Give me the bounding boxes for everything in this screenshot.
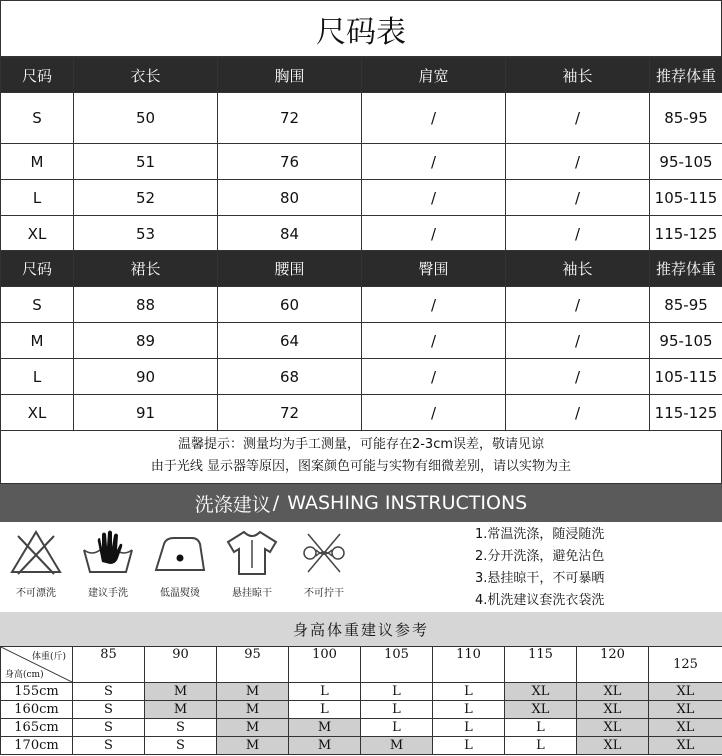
recommend-size-cell: XL bbox=[577, 737, 649, 755]
recommend-size-cell: M bbox=[217, 719, 289, 737]
weight-header-cell: 95 bbox=[217, 647, 289, 683]
height-cell: 165cm bbox=[1, 719, 73, 737]
weight-header-cell: 120 bbox=[577, 647, 649, 683]
size-cell: / bbox=[506, 359, 650, 395]
recommend-size-cell: XL bbox=[577, 683, 649, 701]
wash-icon-label: 不可漂洗 bbox=[16, 588, 56, 599]
table-row bbox=[1, 359, 722, 395]
height-cell: 155cm bbox=[1, 683, 73, 701]
washing-title-en: WASHING INSTRUCTIONS bbox=[287, 492, 528, 514]
washing-icons bbox=[0, 522, 360, 612]
table-row bbox=[1, 683, 722, 701]
size-cell: / bbox=[362, 144, 506, 180]
table-row bbox=[1, 287, 722, 323]
recommend-size-cell: M bbox=[145, 701, 217, 719]
recommend-size-cell: XL bbox=[649, 701, 722, 719]
recommend-size-cell: S bbox=[73, 719, 145, 737]
washing-title-cn: 洗涤建议 bbox=[194, 493, 271, 516]
size-cell: / bbox=[362, 287, 506, 323]
recommend-size-cell: M bbox=[217, 683, 289, 701]
size-cell: 90 bbox=[74, 359, 218, 395]
notes-box bbox=[0, 430, 722, 484]
table-row bbox=[1, 323, 722, 359]
weight-header-cell: 105 bbox=[361, 647, 433, 683]
size-cell: / bbox=[506, 287, 650, 323]
size-header-cell: 衣长 bbox=[74, 58, 218, 93]
wash-icon-label: 建议手洗 bbox=[88, 588, 128, 599]
tip-item: 4.机洗建议套洗衣袋洗 bbox=[475, 593, 605, 608]
recommend-size-cell: L bbox=[361, 683, 433, 701]
size-cell: 95-105 bbox=[650, 144, 722, 180]
size-cell: 88 bbox=[74, 287, 218, 323]
no-bleach-icon bbox=[8, 528, 64, 578]
size-cell: / bbox=[362, 180, 506, 216]
size-header-row bbox=[1, 58, 722, 93]
washing-header bbox=[0, 484, 722, 522]
size-cell: 115-125 bbox=[650, 216, 722, 252]
size-cell: XL bbox=[1, 395, 74, 431]
table-row bbox=[1, 719, 722, 737]
weight-header-cell: 110 bbox=[433, 647, 505, 683]
recommend-size-cell: M bbox=[217, 701, 289, 719]
table-row bbox=[1, 701, 722, 719]
size-header-row bbox=[1, 251, 722, 287]
tip-item: 2.分开洗涤，避免沾色 bbox=[475, 549, 605, 564]
size-header-cell: 裙长 bbox=[74, 251, 218, 287]
size-cell: XL bbox=[1, 216, 74, 252]
washing-tips bbox=[475, 524, 604, 612]
size-cell: 80 bbox=[218, 180, 362, 216]
size-cell: / bbox=[362, 323, 506, 359]
size-cell: M bbox=[1, 144, 74, 180]
size-cell: 76 bbox=[218, 144, 362, 180]
note-line-2: 由于光线 显示器等原因，图案颜色可能与实物有细微差别，请以实物为主 bbox=[150, 459, 572, 474]
size-header-cell: 臀围 bbox=[362, 251, 506, 287]
table-row bbox=[1, 93, 722, 144]
hang-dry-icon bbox=[224, 528, 280, 578]
recommend-header: 身高体重建议参考 bbox=[0, 612, 722, 646]
recommend-size-cell: L bbox=[433, 701, 505, 719]
size-cell: 105-115 bbox=[650, 180, 722, 216]
size-cell: 84 bbox=[218, 216, 362, 252]
hand-wash-icon bbox=[80, 528, 136, 578]
size-cell: / bbox=[362, 93, 506, 144]
size-cell: 85-95 bbox=[650, 93, 722, 144]
size-cell: 105-115 bbox=[650, 359, 722, 395]
table-row bbox=[1, 144, 722, 180]
wash-icon-cell bbox=[288, 522, 360, 612]
recommend-size-cell: L bbox=[433, 737, 505, 755]
recommend-size-cell: XL bbox=[577, 719, 649, 737]
washing-title-slash: / bbox=[272, 492, 280, 514]
size-cell: 50 bbox=[74, 93, 218, 144]
wash-icon-cell bbox=[216, 522, 288, 612]
size-cell: / bbox=[362, 359, 506, 395]
size-header-cell: 袖长 bbox=[506, 251, 650, 287]
size-header-cell: 胸围 bbox=[218, 58, 362, 93]
weight-header-cell: 90 bbox=[145, 647, 217, 683]
tip-item: 3.悬挂晾干，不可暴晒 bbox=[475, 571, 605, 586]
recommend-size-cell: M bbox=[361, 737, 433, 755]
wash-icon-label: 低温熨烫 bbox=[160, 588, 200, 599]
size-cell: M bbox=[1, 323, 74, 359]
size-cell: / bbox=[362, 216, 506, 252]
recommend-size-cell: L bbox=[289, 701, 361, 719]
recommend-corner bbox=[1, 647, 73, 683]
recommend-size-cell: M bbox=[289, 737, 361, 755]
size-cell: L bbox=[1, 359, 74, 395]
wash-icon-cell bbox=[144, 522, 216, 612]
recommend-size-cell: M bbox=[217, 737, 289, 755]
recommend-size-cell: L bbox=[505, 719, 577, 737]
recommend-size-cell: S bbox=[73, 683, 145, 701]
size-cell: 91 bbox=[74, 395, 218, 431]
size-cell: 53 bbox=[74, 216, 218, 252]
size-table-top bbox=[0, 57, 722, 252]
size-cell: S bbox=[1, 93, 74, 144]
size-cell: L bbox=[1, 180, 74, 216]
table-row bbox=[1, 180, 722, 216]
recommend-size-cell: M bbox=[289, 719, 361, 737]
page-title: 尺码表 bbox=[0, 0, 722, 57]
size-cell: / bbox=[506, 323, 650, 359]
weight-header-cell: 100 bbox=[289, 647, 361, 683]
size-cell: / bbox=[506, 93, 650, 144]
recommend-size-cell: S bbox=[145, 737, 217, 755]
recommend-table bbox=[0, 646, 722, 755]
size-cell: 72 bbox=[218, 395, 362, 431]
table-row bbox=[1, 216, 722, 252]
size-cell: 64 bbox=[218, 323, 362, 359]
size-cell: 51 bbox=[74, 144, 218, 180]
size-cell: 89 bbox=[74, 323, 218, 359]
size-header-cell: 推荐体重 bbox=[650, 58, 722, 93]
size-cell: 68 bbox=[218, 359, 362, 395]
recommend-size-cell: L bbox=[433, 683, 505, 701]
size-table-bottom bbox=[0, 250, 722, 431]
low-iron-icon bbox=[152, 528, 208, 578]
tip-item: 1.常温洗涤，随浸随洗 bbox=[475, 527, 605, 542]
recommend-header-row bbox=[1, 647, 722, 683]
size-cell: 52 bbox=[74, 180, 218, 216]
recommend-size-cell: L bbox=[505, 737, 577, 755]
size-header-cell: 尺码 bbox=[1, 251, 74, 287]
corner-weight-label: 体重(斤) bbox=[31, 652, 66, 662]
size-cell: / bbox=[506, 395, 650, 431]
recommend-size-cell: XL bbox=[649, 719, 722, 737]
size-header-cell: 袖长 bbox=[506, 58, 650, 93]
recommend-size-cell: S bbox=[73, 737, 145, 755]
table-row bbox=[1, 737, 722, 755]
height-cell: 170cm bbox=[1, 737, 73, 755]
recommend-size-cell: XL bbox=[649, 737, 722, 755]
size-cell: 95-105 bbox=[650, 323, 722, 359]
height-cell: 160cm bbox=[1, 701, 73, 719]
recommend-size-cell: XL bbox=[505, 683, 577, 701]
size-cell: / bbox=[506, 216, 650, 252]
recommend-size-cell: L bbox=[433, 719, 505, 737]
size-cell: S bbox=[1, 287, 74, 323]
weight-header-cell: 125 bbox=[649, 647, 722, 683]
recommend-size-cell: L bbox=[289, 683, 361, 701]
size-cell: / bbox=[362, 395, 506, 431]
no-wring-icon bbox=[296, 528, 352, 578]
wash-icon-cell bbox=[72, 522, 144, 612]
table-row bbox=[1, 395, 722, 431]
size-header-cell: 腰围 bbox=[218, 251, 362, 287]
size-cell: 85-95 bbox=[650, 287, 722, 323]
wash-icon-cell bbox=[0, 522, 72, 612]
recommend-size-cell: S bbox=[73, 701, 145, 719]
weight-header-cell: 115 bbox=[505, 647, 577, 683]
note-line-1: 温馨提示：测量均为手工测量，可能存在2-3cm误差，敬请见谅 bbox=[177, 437, 545, 452]
recommend-size-cell: XL bbox=[649, 683, 722, 701]
wash-icon-label: 悬挂晾干 bbox=[232, 588, 272, 599]
corner-height-label: 身高(cm) bbox=[5, 670, 44, 680]
size-header-cell: 推荐体重 bbox=[650, 251, 722, 287]
size-cell: / bbox=[506, 180, 650, 216]
recommend-size-cell: S bbox=[145, 719, 217, 737]
recommend-size-cell: L bbox=[361, 719, 433, 737]
recommend-size-cell: XL bbox=[505, 701, 577, 719]
recommend-size-cell: L bbox=[361, 701, 433, 719]
size-cell: / bbox=[506, 144, 650, 180]
size-cell: 115-125 bbox=[650, 395, 722, 431]
size-cell: 60 bbox=[218, 287, 362, 323]
recommend-size-cell: XL bbox=[577, 701, 649, 719]
wash-icon-label: 不可拧干 bbox=[304, 588, 344, 599]
size-header-cell: 尺码 bbox=[1, 58, 74, 93]
recommend-size-cell: M bbox=[145, 683, 217, 701]
size-cell: 72 bbox=[218, 93, 362, 144]
weight-header-cell: 85 bbox=[73, 647, 145, 683]
size-header-cell: 肩宽 bbox=[362, 58, 506, 93]
